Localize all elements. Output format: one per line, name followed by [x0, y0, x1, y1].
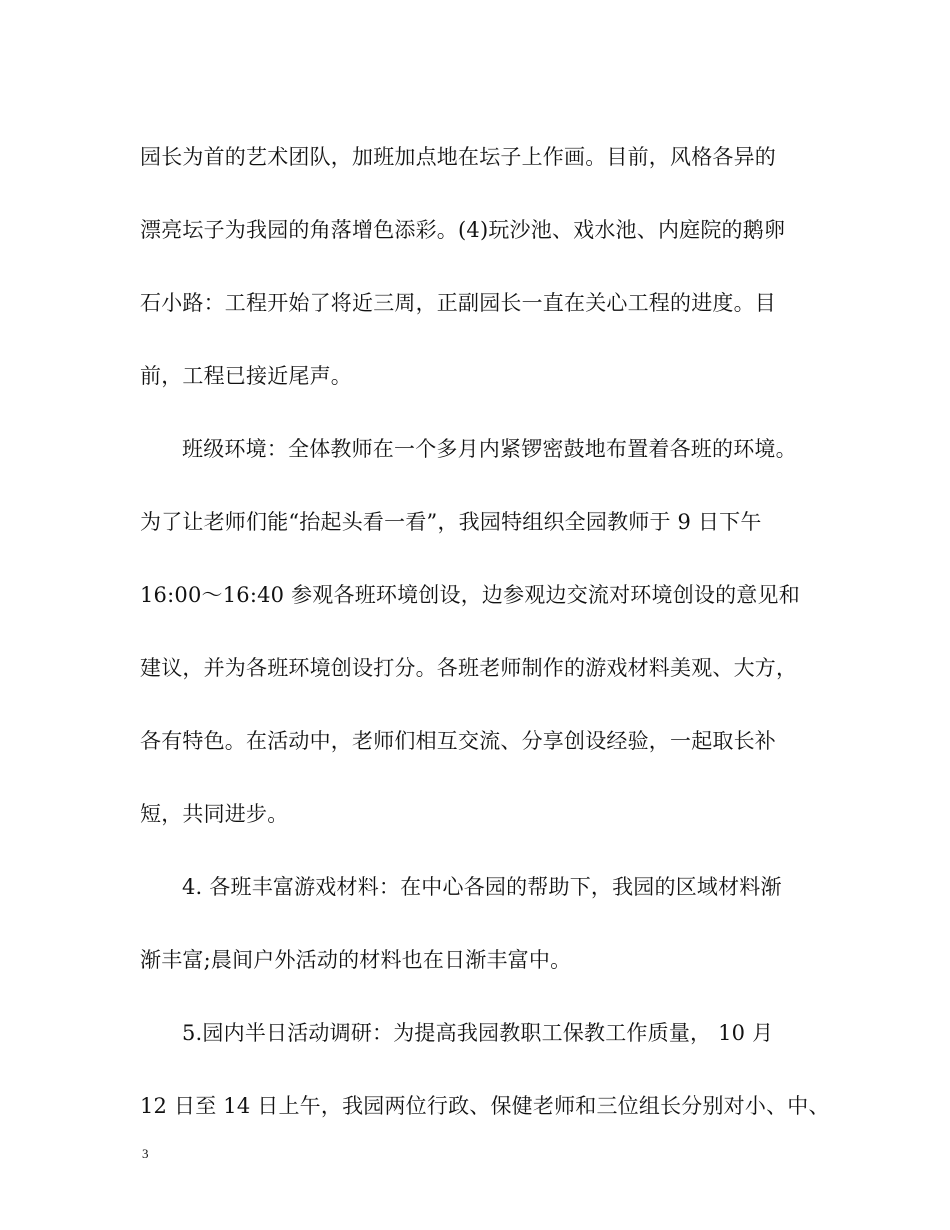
text-line-4: 前，工程已接近尾声。 [140, 364, 352, 388]
text-line-2: 漂亮坛子为我园的角落增色添彩。(4)玩沙池、戏水池、内庭院的鹅卵 [140, 218, 786, 242]
text-line-12: 渐丰富;晨间户外活动的材料也在日渐丰富中。 [140, 948, 572, 972]
text-line-9: 各有特色。在活动中，老师们相互交流、分享创设经验，一起取长补 [140, 729, 776, 753]
text-line-3: 石小路：工程开始了将近三周，正副园长一直在关心工程的进度。目 [140, 291, 776, 315]
text-line-14: 12 日至 14 日上午，我园两位行政、保健老师和三位组长分别对小、中、 [140, 1094, 830, 1118]
text-line-10: 短，共同进步。 [140, 802, 289, 826]
text-line-13: 5.园内半日活动调研：为提高我园教职工保教工作质量， 10 月 [182, 1021, 774, 1045]
text-line-11: 4. 各班丰富游戏材料：在中心各园的帮助下，我园的区域材料渐 [182, 875, 782, 899]
page-number: 3 [142, 1146, 149, 1161]
text-line-5: 班级环境：全体教师在一个多月内紧锣密鼓地布置着各班的环境。 [182, 437, 797, 461]
text-line-8: 建议，并为各班环境创设打分。各班老师制作的游戏材料美观、大方， [140, 656, 798, 680]
text-line-1: 园长为首的艺术团队，加班加点地在坛子上作画。目前，风格各异的 [140, 145, 776, 169]
text-line-7: 16:00～16:40 参观各班环境创设，边参观边交流对环境创设的意见和 [140, 583, 800, 607]
text-line-6: 为了让老师们能“抬起头看一看”，我园特组织全园教师于 9 日下午 [140, 510, 762, 534]
